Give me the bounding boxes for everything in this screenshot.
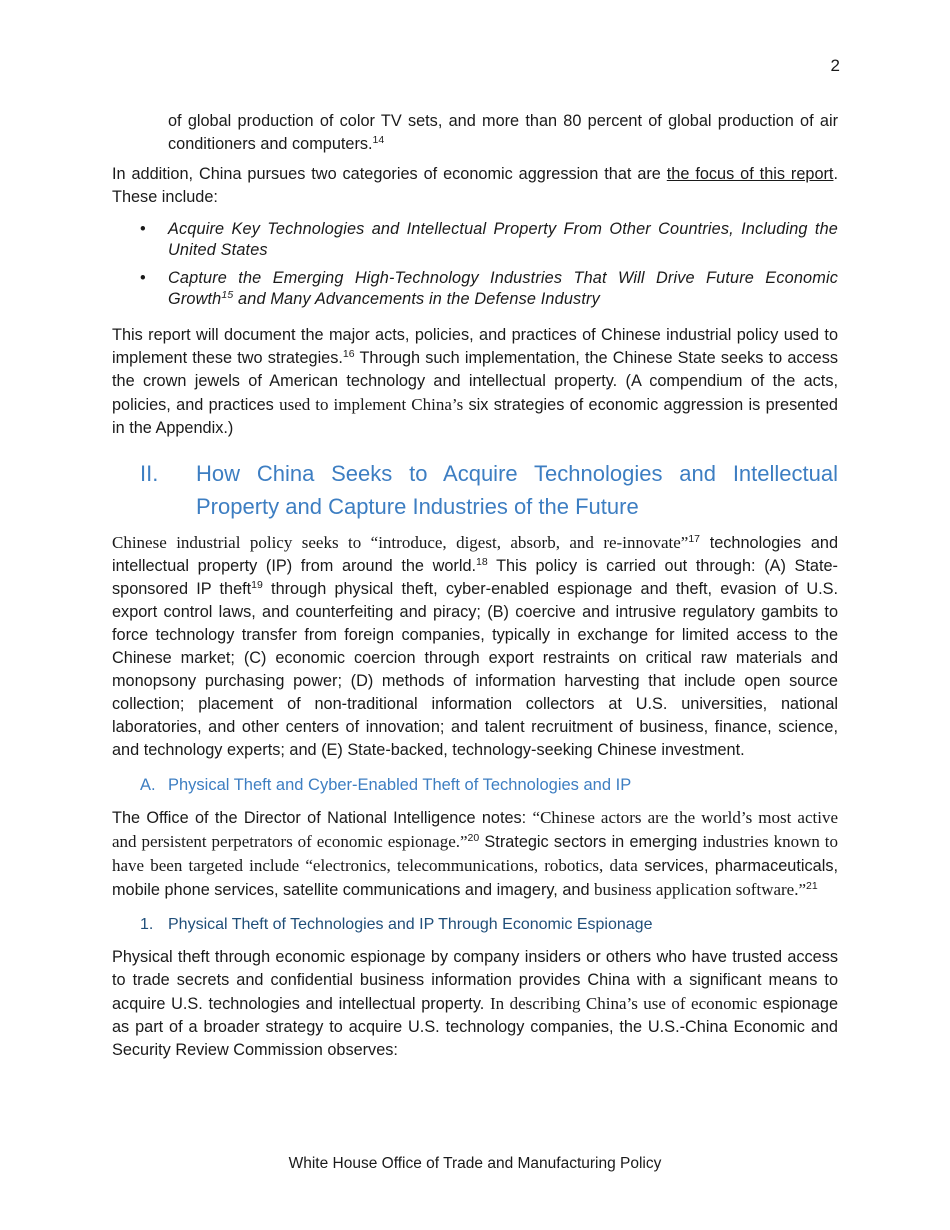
section-title: How China Seeks to Acquire Technologies and Intellectual Property and Capture Industries of the Future [196, 461, 838, 519]
bullet-icon: • [140, 220, 146, 238]
espionage-paragraph: Physical theft through economic espionage by company insiders or others who have trusted access to trade secrets and confidential business information provides China with a significant means to acquire U.S. technologies and intellectual property. In describing China’s use of economic espionage as part of a broader strategy to acquire U.S. technology companies, the U.S.-China Economic and Security Review Commission observes: [112, 948, 839, 1059]
strategy-list [112, 219, 838, 310]
subsubsection-title: Physical Theft of Technologies and IP Through Economic Espionage [168, 916, 653, 933]
section-heading [112, 457, 838, 523]
page-number: 2 [830, 56, 840, 75]
footnote-ref[interactable]: 18 [476, 556, 488, 568]
subsubsection-number: 1. [140, 916, 154, 933]
bullet-icon: • [140, 269, 146, 287]
footnote-ref[interactable]: 17 [688, 533, 700, 545]
subsection-heading [112, 773, 838, 797]
footnote-ref[interactable]: 19 [251, 579, 263, 591]
focus-link[interactable]: the focus of this report [666, 165, 834, 183]
subsection-title: Physical Theft and Cyber-Enabled Theft of Technologies and IP [168, 776, 632, 794]
list-item: • Acquire Key Technologies and Intellectual Property From Other Countries, Including the United States [140, 220, 838, 259]
subsubsection-heading [112, 913, 838, 937]
policy-paragraph: Chinese industrial policy seeks to “introduce, digest, absorb, and re-innovate”$^{17}$ technologies and intellectual property (IP) from around the world.$^{18}$ This policy is carried out through: (A) State-sponsored IP theft$^{19}$ through physical theft, cyber-enabled espionage and theft, evasion of U.S. export control laws, and counterfeiting and piracy; (B) coercive and intrusive regulatory gambits to force technology transfer from foreign companies, typically in exchange for limited access to the Chinese market; (C) economic coercion through export restraints on critical raw materials and monopsony purchasing power; (D) methods of information harvesting that include open source collection; placement of non-traditional information collectors at U.S. universities, national laboratories, and other centers of innovation; and talent recruitment of business, finance, science, and technology experts; and (E) State-backed, technology-seeking Chinese investment. [112, 533, 838, 759]
footnote-ref[interactable]: 20 [467, 832, 480, 844]
intro-paragraph: In addition, China pursues two categories of economic aggression that are the focus of this report. These include: [112, 165, 838, 206]
odni-paragraph: The Office of the Director of National Intelligence notes: “Chinese actors are the world’s most active and persistent perpetrators of economic espionage.”$^{20}$ Strategic sectors in emerging industries known to have been targeted include “electronics, telecommunications, robotics, data services, pharmaceuticals, mobile phone services, satellite communications and imagery, and business application software.”$^{21}$ [112, 808, 838, 899]
section-number: II. [140, 461, 159, 486]
list-item: • Capture the Emerging High-Technology Industries That Will Drive Future Economic Growth$^{15}$ and Many Advancements in the Defense Industry [140, 269, 838, 308]
footnote-ref[interactable]: 14 [372, 134, 385, 146]
footnote-ref[interactable]: 16 [342, 348, 355, 360]
page-footer: White House Office of Trade and Manufacturing Policy [288, 1155, 662, 1172]
footnote-ref[interactable]: 15 [221, 289, 234, 301]
footnote-ref[interactable]: 21 [806, 880, 818, 892]
report-paragraph: This report will document the major acts, policies, and practices of Chinese industrial policy used to implement these two strategies.$^{16}$ Through such implementation, the Chinese State seeks to access the crown jewels of American technology and intellectual property. (A compendium of the acts, policies, and practices used to implement China’s six strategies of economic aggression is presented in the Appendix.) [112, 326, 838, 437]
document-body [112, 110, 838, 1062]
subsection-number: A. [140, 776, 156, 794]
continued-paragraph: of global production of color TV sets, and more than 80 percent of global production of air conditioners and computers.$^{14}$ [168, 112, 838, 153]
